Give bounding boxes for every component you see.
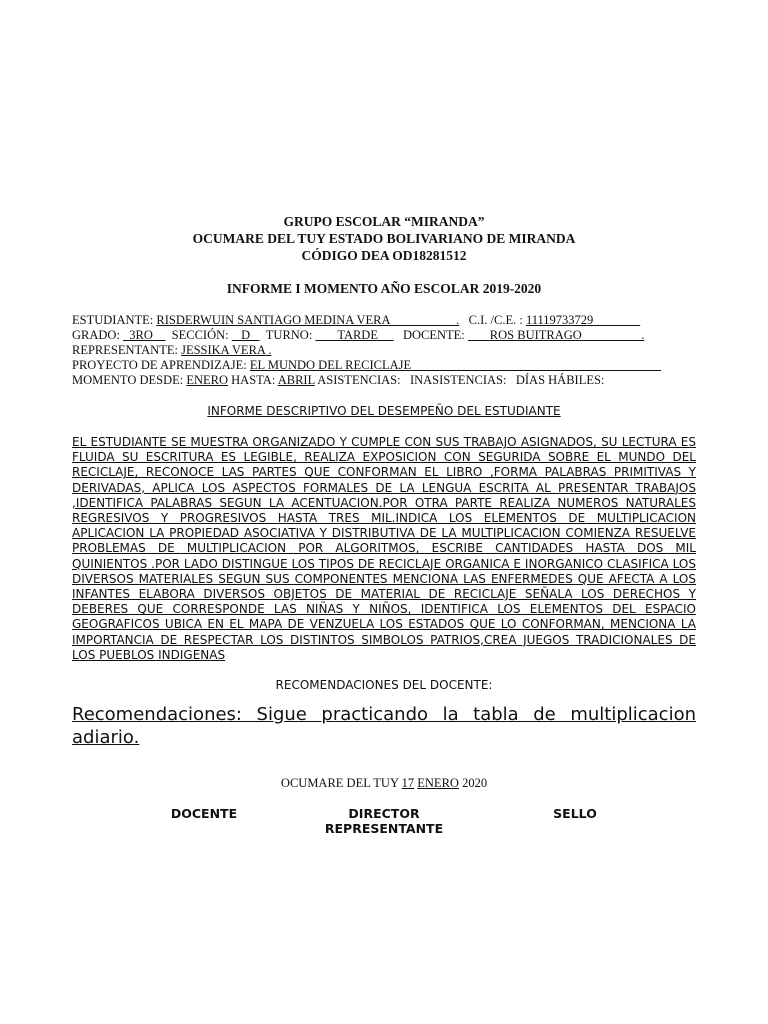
representative-line	[72, 343, 712, 358]
grade-line	[72, 328, 712, 343]
grade-value: 3RO	[129, 328, 153, 342]
recommendations-text: Recomendaciones: Sigue practicando la tabla de multiplicacion adiario.	[72, 704, 696, 748]
teacher-label: DOCENTE:	[402, 328, 465, 342]
recommendations-heading: RECOMENDACIONES DEL DOCENTE:	[275, 678, 493, 692]
ci-value: 11119733729	[525, 313, 594, 327]
report-body: EL ESTUDIANTE SE MUESTRA ORGANIZADO Y CUMPLE CON SUS TRABAJO ASIGNADOS, SU LECTURA ES FLUIDA SU ESCRITURA ES LEGIBLE, REALIZA EXPOSICION CON SEGURIDA SOBRE EL MUNDO DEL RECICLAJE, RECONOCE LAS PARTES QUE CONFORMAN EL LIBRO ,FORMA PALABRAS PRIMITIVAS Y DERIVADAS, APLICA LOS ASPECTOS FORMALES DE LA LENGUA ESCRITA AL PRESENTAR TRABAJOS ,IDENTIFICA PALABRAS SEGUN LA ACENTUACION.POR OTRA PARTE REALIZA NUMEROS NATURALES REGRESIVOS Y PROGRESIVOS HASTA TRES MIL.INDICA LOS ELEMENTOS DE MULTIPLICACION APLICACION LA PROPIEDAD ASOCIATIVA Y DISTRIBUTIVA DE LA MULTIPLICACION COMIENZA RESUELVE PROBLEMAS DE MULTIPLICACION POR ALGORITMOS, ESCRIBE CANTIDADES HASTA DOS MIL QUINIENTOS .POR LADO DISTINGUE LOS TIPOS DE RECICLAJE ORGANICA E INORGANICO CLASIFICA LOS DIVERSOS MATERIALES SEGUN SUS COMPONENTES MENCIONA LAS ENFERMEDES QUE AFECTA A LOS INFANTES ELABORA DIVERSOS OBJETOS DE MATERIAL DE RECICLAJE SEÑALA LOS DERECHOS Y DEBERES QUE CORRESPONDE LAS NIÑAS Y NIÑOS, IDENTIFICA LOS ELEMENTOS DEL ESPACIO GEOGRAFICOS UBICA EN EL MAPA DE VENZUELA LOS ESTADOS QUE LO CONFORMAN, MENCIONA LA IMPORTANCIA DE RESPECTAR LOS DISTINTOS SIMBOLOS PATRIOS,CREA JUEGOS TRADICIONALES DE LOS PUEBLOS INDIGENAS	[72, 435, 696, 662]
project-label: PROYECTO DE APRENDIZAJE:	[72, 358, 247, 372]
shift-value: TARDE	[337, 328, 378, 342]
date-line	[0, 776, 768, 791]
student-line	[72, 313, 712, 328]
absences-label: INASISTENCIAS:	[409, 373, 507, 387]
grade-label: GRADO:	[72, 328, 120, 342]
date-day: 17	[401, 776, 415, 790]
section-label: SECCIÓN:	[171, 328, 229, 342]
attendance-label: ASISTENCIAS:	[317, 373, 401, 387]
representative-label: REPRESENTANTE:	[72, 343, 178, 357]
signature-seal: SELLO	[553, 806, 597, 821]
representative-value: JESSIKA VERA .	[181, 343, 272, 357]
report-heading: INFORME DESCRIPTIVO DEL DESEMPEÑO DEL ESTUDIANTE	[207, 404, 561, 418]
signature-teacher: DOCENTE	[170, 806, 238, 821]
section-value: D	[241, 328, 251, 342]
date-year: 2020	[462, 776, 488, 790]
signature-director	[304, 806, 464, 836]
project-value: EL MUNDO DEL RECICLAJE	[249, 358, 412, 372]
moment-from: ENERO	[186, 373, 229, 387]
moment-to: ABRIL	[277, 373, 315, 387]
report-title: INFORME I MOMENTO AÑO ESCOLAR 2019-2020	[226, 281, 542, 296]
moment-label: MOMENTO DESDE:	[72, 373, 184, 387]
student-label: ESTUDIANTE:	[72, 313, 154, 327]
shift-label: TURNO:	[265, 328, 313, 342]
moment-to-label: HASTA:	[231, 373, 276, 387]
school-location: OCUMARE DEL TUY ESTADO BOLIVARIANO DE MIRANDA	[192, 231, 576, 246]
project-line	[72, 358, 712, 373]
school-code: CÓDIGO DEA OD18281512	[301, 248, 467, 263]
school-name: GRUPO ESCOLAR “MIRANDA”	[283, 214, 485, 229]
business-days-label: DÍAS HÁBILES:	[515, 373, 605, 387]
moment-line	[72, 373, 712, 388]
signature-director-label: DIRECTOR	[348, 806, 420, 821]
date-place: OCUMARE DEL TUY	[280, 776, 399, 790]
date-month: ENERO	[417, 776, 459, 790]
signature-representative-label: REPRESENTANTE	[324, 821, 444, 836]
teacher-value: ROS BUITRAGO .	[489, 328, 645, 342]
ci-label: C.I. /C.E. :	[468, 313, 523, 327]
student-value: RISDERWUIN SANTIAGO MEDINA VERA .	[156, 313, 460, 327]
